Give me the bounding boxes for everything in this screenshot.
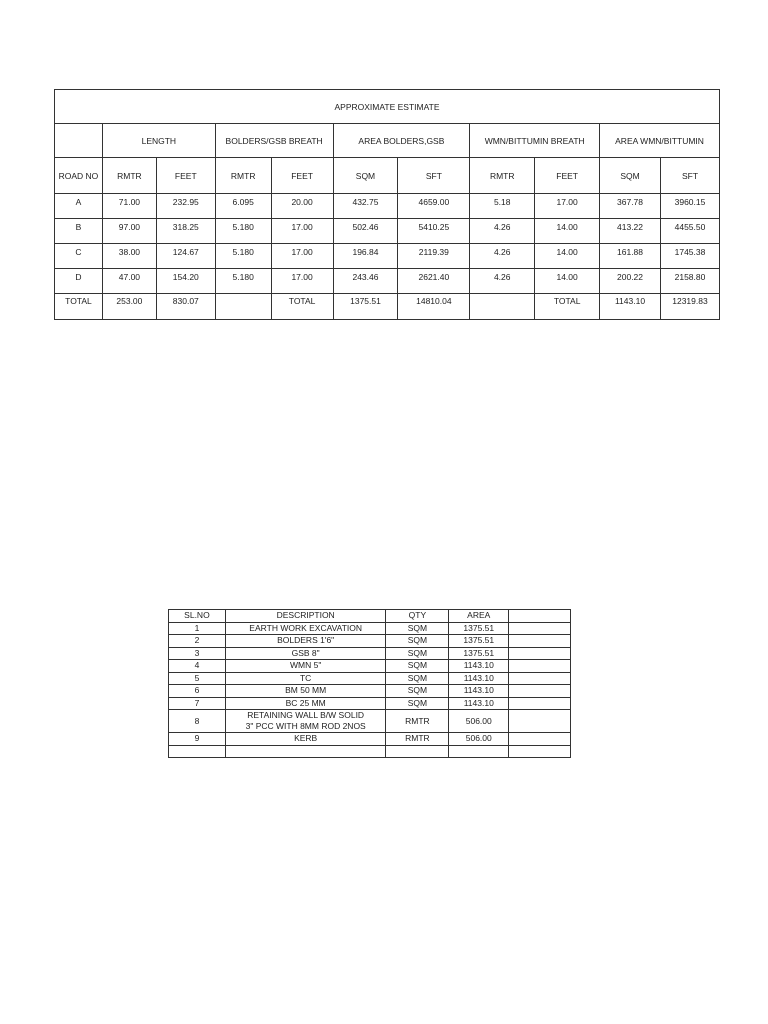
item-extra bbox=[509, 710, 571, 733]
item-description: BOLDERS 1'6" bbox=[225, 635, 386, 648]
item-slno: 3 bbox=[169, 647, 226, 660]
wmn-rmtr-cell: 4.26 bbox=[470, 244, 535, 269]
item-description: BM 50 MM bbox=[225, 685, 386, 698]
length-rmtr-cell: 71.00 bbox=[102, 194, 156, 219]
estimate-row bbox=[55, 219, 720, 244]
subheader-area-wmn-sft: SFT bbox=[660, 158, 719, 194]
item-row bbox=[169, 660, 571, 673]
subheader-length-rmtr: RMTR bbox=[102, 158, 156, 194]
item-description: GSB 8" bbox=[225, 647, 386, 660]
item-slno: 9 bbox=[169, 733, 226, 746]
item-extra bbox=[509, 745, 571, 758]
total-area-bolders-sft-cell: 14810.04 bbox=[398, 294, 470, 320]
item-row bbox=[169, 685, 571, 698]
bolders-rmtr-cell: 5.180 bbox=[215, 219, 271, 244]
item-extra bbox=[509, 697, 571, 710]
length-rmtr-cell: 47.00 bbox=[102, 269, 156, 294]
bolders-feet-cell: 20.00 bbox=[271, 194, 333, 219]
area-wmn-sqm-cell: 413.22 bbox=[600, 219, 661, 244]
item-qty: SQM bbox=[386, 647, 449, 660]
item-description: KERB bbox=[225, 733, 386, 746]
item-description: WMN 5" bbox=[225, 660, 386, 673]
area-bolders-sqm-cell: 432.75 bbox=[333, 194, 398, 219]
group-header-area-wmn: AREA WMN/BITTUMIN bbox=[600, 124, 720, 158]
area-wmn-sft-cell: 4455.50 bbox=[660, 219, 719, 244]
item-area bbox=[449, 745, 509, 758]
item-qty bbox=[386, 745, 449, 758]
area-wmn-sqm-cell: 200.22 bbox=[600, 269, 661, 294]
subheader-area-wmn-sqm: SQM bbox=[600, 158, 661, 194]
item-qty: RMTR bbox=[386, 733, 449, 746]
bolders-rmtr-cell: 5.180 bbox=[215, 244, 271, 269]
approximate-estimate-table bbox=[54, 89, 720, 320]
item-slno: 8 bbox=[169, 710, 226, 733]
item-description: BC 25 MM bbox=[225, 697, 386, 710]
item-row bbox=[169, 647, 571, 660]
item-extra bbox=[509, 685, 571, 698]
item-qty: SQM bbox=[386, 660, 449, 673]
item-qty: SQM bbox=[386, 697, 449, 710]
item-qty: SQM bbox=[386, 622, 449, 635]
item-extra bbox=[509, 733, 571, 746]
items-header-slno: SL.NO bbox=[169, 610, 226, 623]
road-no-cell: A bbox=[55, 194, 103, 219]
subheader-area-bolders-sqm: SQM bbox=[333, 158, 398, 194]
total-length-feet-cell: 830.07 bbox=[156, 294, 215, 320]
item-slno: 4 bbox=[169, 660, 226, 673]
total-wmn-feet-cell: TOTAL bbox=[535, 294, 600, 320]
wmn-feet-cell: 14.00 bbox=[535, 269, 600, 294]
item-description bbox=[225, 745, 386, 758]
bolders-rmtr-cell: 5.180 bbox=[215, 269, 271, 294]
item-area: 1143.10 bbox=[449, 672, 509, 685]
wmn-rmtr-cell: 4.26 bbox=[470, 269, 535, 294]
subheader-bolders-feet: FEET bbox=[271, 158, 333, 194]
item-slno: 5 bbox=[169, 672, 226, 685]
item-area: 1143.10 bbox=[449, 685, 509, 698]
item-description: EARTH WORK EXCAVATION bbox=[225, 622, 386, 635]
area-bolders-sft-cell: 4659.00 bbox=[398, 194, 470, 219]
area-bolders-sqm-cell: 196.84 bbox=[333, 244, 398, 269]
total-area-wmn-sqm-cell: 1143.10 bbox=[600, 294, 661, 320]
item-slno: 7 bbox=[169, 697, 226, 710]
item-area: 1375.51 bbox=[449, 647, 509, 660]
group-header-blank bbox=[55, 124, 103, 158]
items-header-row bbox=[169, 610, 571, 623]
item-description: TC bbox=[225, 672, 386, 685]
total-bolders-rmtr-cell bbox=[215, 294, 271, 320]
total-area-wmn-sft-cell: 12319.83 bbox=[660, 294, 719, 320]
item-slno: 6 bbox=[169, 685, 226, 698]
item-row bbox=[169, 733, 571, 746]
item-slno: 2 bbox=[169, 635, 226, 648]
subheader-length-feet: FEET bbox=[156, 158, 215, 194]
subheader-wmn-feet: FEET bbox=[535, 158, 600, 194]
subheader-road-no: ROAD NO bbox=[55, 158, 103, 194]
road-no-cell: D bbox=[55, 269, 103, 294]
bolders-rmtr-cell: 6.095 bbox=[215, 194, 271, 219]
road-no-cell: B bbox=[55, 219, 103, 244]
wmn-rmtr-cell: 4.26 bbox=[470, 219, 535, 244]
item-extra bbox=[509, 660, 571, 673]
item-qty: RMTR bbox=[386, 710, 449, 733]
bolders-feet-cell: 17.00 bbox=[271, 269, 333, 294]
length-rmtr-cell: 38.00 bbox=[102, 244, 156, 269]
item-row bbox=[169, 635, 571, 648]
bolders-feet-cell: 17.00 bbox=[271, 244, 333, 269]
area-bolders-sft-cell: 2119.39 bbox=[398, 244, 470, 269]
total-wmn-rmtr-cell bbox=[470, 294, 535, 320]
item-extra bbox=[509, 635, 571, 648]
length-feet-cell: 154.20 bbox=[156, 269, 215, 294]
item-slno: 1 bbox=[169, 622, 226, 635]
length-feet-cell: 318.25 bbox=[156, 219, 215, 244]
area-wmn-sqm-cell: 161.88 bbox=[600, 244, 661, 269]
wmn-feet-cell: 17.00 bbox=[535, 194, 600, 219]
total-length-rmtr-cell: 253.00 bbox=[102, 294, 156, 320]
item-area: 506.00 bbox=[449, 710, 509, 733]
group-header-length: LENGTH bbox=[102, 124, 215, 158]
wmn-rmtr-cell: 5.18 bbox=[470, 194, 535, 219]
item-row bbox=[169, 672, 571, 685]
group-header-area-bolders: AREA BOLDERS,GSB bbox=[333, 124, 470, 158]
item-qty: SQM bbox=[386, 685, 449, 698]
item-row bbox=[169, 710, 571, 733]
estimate-title: APPROXIMATE ESTIMATE bbox=[55, 90, 720, 124]
area-bolders-sft-cell: 5410.25 bbox=[398, 219, 470, 244]
item-row bbox=[169, 622, 571, 635]
items-header-description: DESCRIPTION bbox=[225, 610, 386, 623]
estimate-total-row bbox=[55, 294, 720, 320]
length-feet-cell: 232.95 bbox=[156, 194, 215, 219]
item-area: 1143.10 bbox=[449, 660, 509, 673]
estimate-row bbox=[55, 194, 720, 219]
length-feet-cell: 124.67 bbox=[156, 244, 215, 269]
item-area: 506.00 bbox=[449, 733, 509, 746]
total-road-no-cell: TOTAL bbox=[55, 294, 103, 320]
area-bolders-sft-cell: 2621.40 bbox=[398, 269, 470, 294]
group-header-bolders-breath: BOLDERS/GSB BREATH bbox=[215, 124, 333, 158]
total-bolders-feet-cell: TOTAL bbox=[271, 294, 333, 320]
road-no-cell: C bbox=[55, 244, 103, 269]
estimate-row bbox=[55, 244, 720, 269]
item-extra bbox=[509, 622, 571, 635]
subheader-area-bolders-sft: SFT bbox=[398, 158, 470, 194]
item-area: 1375.51 bbox=[449, 635, 509, 648]
total-area-bolders-sqm-cell: 1375.51 bbox=[333, 294, 398, 320]
length-rmtr-cell: 97.00 bbox=[102, 219, 156, 244]
items-header-qty: QTY bbox=[386, 610, 449, 623]
area-bolders-sqm-cell: 502.46 bbox=[333, 219, 398, 244]
items-header-area: AREA bbox=[449, 610, 509, 623]
area-bolders-sqm-cell: 243.46 bbox=[333, 269, 398, 294]
bolders-feet-cell: 17.00 bbox=[271, 219, 333, 244]
wmn-feet-cell: 14.00 bbox=[535, 244, 600, 269]
item-qty: SQM bbox=[386, 672, 449, 685]
area-wmn-sqm-cell: 367.78 bbox=[600, 194, 661, 219]
item-description: RETAINING WALL B/W SOLID 3" PCC WITH 8MM ROD 2NOS bbox=[225, 710, 386, 733]
wmn-feet-cell: 14.00 bbox=[535, 219, 600, 244]
item-area: 1375.51 bbox=[449, 622, 509, 635]
item-slno bbox=[169, 745, 226, 758]
work-items-table bbox=[168, 609, 571, 758]
item-area: 1143.10 bbox=[449, 697, 509, 710]
item-qty: SQM bbox=[386, 635, 449, 648]
item-extra bbox=[509, 647, 571, 660]
estimate-row bbox=[55, 269, 720, 294]
area-wmn-sft-cell: 1745.38 bbox=[660, 244, 719, 269]
item-row bbox=[169, 745, 571, 758]
subheader-wmn-rmtr: RMTR bbox=[470, 158, 535, 194]
area-wmn-sft-cell: 3960.15 bbox=[660, 194, 719, 219]
item-row bbox=[169, 697, 571, 710]
subheader-bolders-rmtr: RMTR bbox=[215, 158, 271, 194]
items-header-blank bbox=[509, 610, 571, 623]
area-wmn-sft-cell: 2158.80 bbox=[660, 269, 719, 294]
item-extra bbox=[509, 672, 571, 685]
group-header-wmn-breath: WMN/BITTUMIN BREATH bbox=[470, 124, 600, 158]
